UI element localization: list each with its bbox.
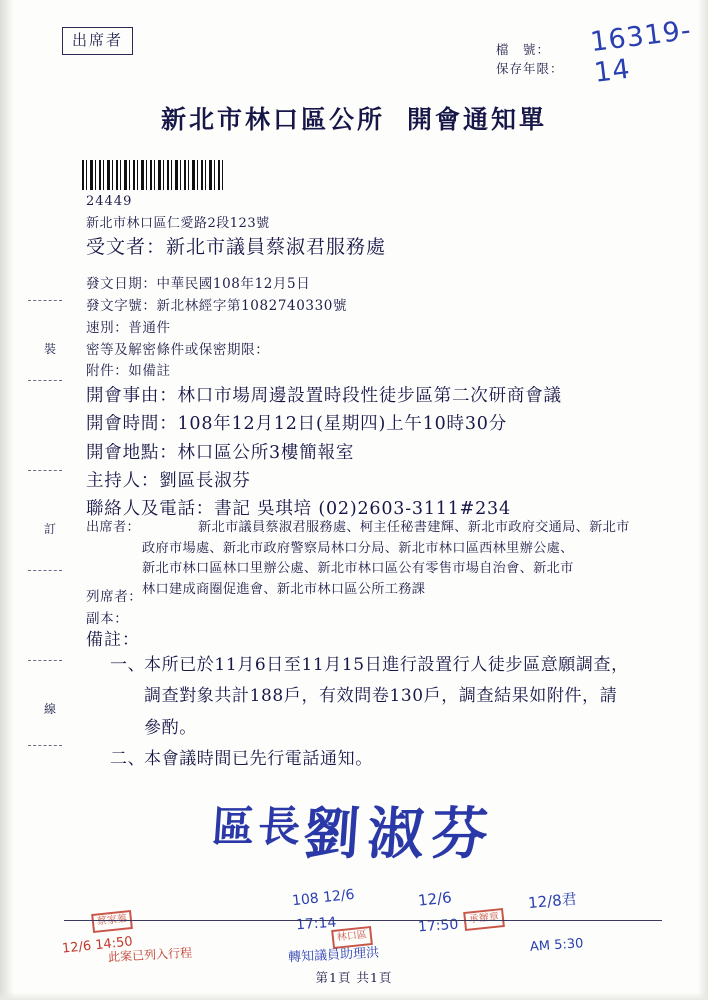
remark-number: 一、	[110, 655, 146, 675]
fold-line	[28, 745, 62, 746]
handwritten-annotation: 12/6	[417, 888, 453, 910]
field-value: 林口區公所3樓簡報室	[177, 442, 355, 463]
remarks-block	[110, 650, 630, 776]
attendee-box-label: 出席者	[62, 27, 133, 55]
scan-edge-bottom	[0, 992, 708, 1000]
page-footer: 第1頁 共1頁	[315, 970, 393, 985]
field-label: 開會時間：	[86, 414, 178, 435]
remark-line: 參酌。	[144, 717, 197, 738]
field-location	[86, 439, 562, 467]
remark-line: 本會議時間已先行電話通知。	[144, 749, 373, 770]
handwritten-annotation: 108 12/6	[291, 886, 356, 910]
retention-label: 保存年限：	[496, 61, 564, 77]
field-value: 書記 吳琪培 (02)2603-3111#234	[214, 499, 511, 520]
field-value: 劉區長淑芬	[159, 471, 251, 492]
handwritten-annotation: 轉知議員助理洪	[287, 945, 380, 966]
side-mark-stitch: 訂	[44, 522, 58, 536]
barcode	[82, 160, 224, 190]
remark-text	[144, 744, 630, 775]
field-label: 開會事由：	[86, 386, 178, 406]
field-value: 108年12月12日(星期四)上午10時30分	[177, 414, 508, 435]
field-time	[86, 410, 562, 438]
sender-address: 新北市林口區仁愛路2段123號	[86, 216, 270, 231]
attendee-line: 新北市議員蔡淑君服務處、柯主任秘書建輝、新北市政府交通局、新北市	[198, 520, 630, 536]
fold-line	[28, 470, 62, 471]
remark-text	[144, 650, 630, 744]
fold-line	[28, 300, 62, 301]
remark-line: 本所已於11月6日至11月15日進行設置行人徒步區意願調查，	[144, 655, 629, 675]
page-title	[0, 100, 708, 136]
seal-stamp: 林口區	[331, 926, 373, 949]
document-type: 開會通知單	[407, 105, 548, 134]
issuing-organization: 新北市林口區公所	[160, 105, 385, 134]
field-label: 開會地點：	[86, 442, 178, 463]
file-number-block	[496, 40, 564, 79]
field-subject	[86, 382, 562, 410]
handwritten-annotation: 12/6 14:50	[61, 934, 134, 957]
field-label: 主持人：	[86, 471, 160, 492]
zip-code: 24449	[86, 194, 133, 209]
observer-label: 列席者：	[86, 589, 143, 605]
meta-line: 密等及解密條件或保密期限：	[86, 341, 270, 358]
fold-line	[28, 570, 62, 571]
signature	[0, 790, 708, 870]
attendee-list	[86, 518, 646, 600]
meta-line: 速別：普通件	[86, 319, 171, 336]
fold-line	[28, 380, 62, 381]
footer-divider	[64, 920, 662, 921]
field-value: 林口市場周邊設置時段性徒步區第二次研商會議	[177, 386, 562, 406]
attendee-line: 林口建成商圈促進會、新北市林口區公所工務課	[142, 581, 426, 597]
meta-line: 附件：如備註	[86, 363, 171, 380]
meeting-fields	[86, 382, 562, 524]
attendee-list-label: 出席者：	[86, 520, 140, 535]
handwritten-file-number: 16319-14	[588, 14, 694, 89]
recipient-value: 新北市議員蔡淑君服務處	[166, 236, 387, 258]
field-chairperson	[86, 467, 562, 495]
field-label: 聯絡人及電話：	[86, 499, 215, 520]
fold-line	[28, 660, 62, 661]
side-mark-line: 線	[44, 702, 58, 716]
attendee-line: 政府市場處、新北市政府警察局林口分局、新北市林口區西林里辦公處、	[142, 540, 574, 556]
meta-line: 發文日期：中華民國108年12月5日	[86, 276, 311, 292]
document-meta	[86, 274, 347, 383]
carbon-copy-label: 副本：	[86, 610, 129, 627]
meta-line: 發文字號：新北林經字第1082740330號	[86, 297, 348, 314]
remark-item	[110, 650, 630, 744]
remark-line: 調查對象共計188戶，有效問卷130戶，調查結果如附件，請	[144, 686, 618, 707]
file-number-label: 檔 號：	[496, 42, 551, 57]
handwritten-annotation: 17:14	[295, 914, 337, 934]
remark-label: 備註：	[86, 630, 140, 650]
seal-stamp: 承辦章	[463, 908, 505, 931]
signature-name: 劉淑芬	[301, 801, 499, 867]
handwritten-annotation: 17:50	[417, 916, 459, 936]
recipient-line	[86, 232, 386, 259]
signature-rank: 區長	[210, 802, 306, 851]
cc-block	[86, 587, 142, 630]
handwritten-annotation: 此案已列入行程	[107, 945, 193, 965]
remark-item	[110, 744, 630, 775]
recipient-label: 受文者：	[86, 236, 167, 258]
side-mark-binding: 裝	[44, 342, 58, 356]
attendee-list-body	[142, 518, 646, 600]
attendee-line: 新北市林口區林口里辦公處、新北市林口區公有零售市場自治會、新北市	[142, 561, 574, 577]
seal-stamp: 蔡家蓁	[91, 910, 133, 933]
handwritten-annotation: 12/8君	[527, 889, 578, 913]
remark-number: 二、	[110, 749, 146, 770]
handwritten-annotation: AM 5:30	[529, 936, 584, 955]
